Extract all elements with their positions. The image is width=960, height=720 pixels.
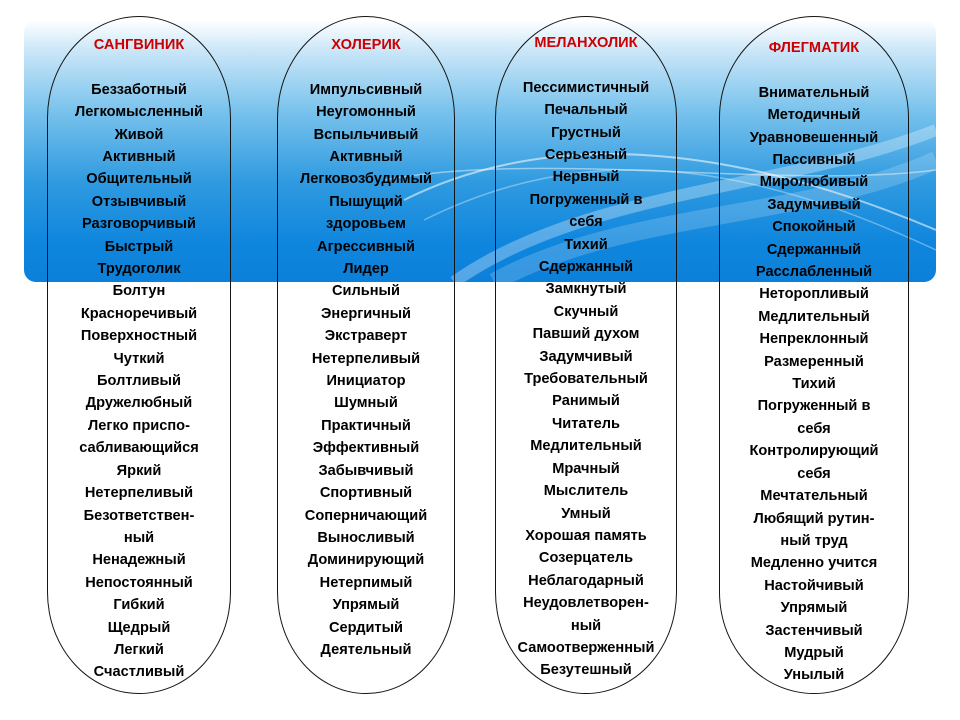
trait-item: Болтливый xyxy=(97,373,181,390)
trait-item: Задумчивый xyxy=(767,196,861,213)
trait-item: Энергичный xyxy=(321,305,411,322)
trait-item: Упрямый xyxy=(780,600,848,617)
trait-item: Хорошая память xyxy=(525,527,647,544)
trait-item: Павший духом xyxy=(532,326,640,343)
trait-item: Нервный xyxy=(552,169,620,186)
trait-item: Счастливый xyxy=(93,664,185,681)
trait-item: Мечтательный xyxy=(760,488,868,505)
trait-item: Шумный xyxy=(334,395,398,412)
trait-item: Самоотверженный xyxy=(517,639,655,656)
trait-item: Пассивный xyxy=(772,152,856,169)
trait-item: Читатель xyxy=(552,415,620,432)
trait-item: Серьезный xyxy=(544,147,628,164)
trait-item: Нетерпеливый xyxy=(84,485,194,502)
trait-item: ный труд xyxy=(780,532,848,549)
trait-item: Практичный xyxy=(321,417,411,434)
trait-item: Ненадежный xyxy=(92,552,186,569)
trait-item: Сильный xyxy=(331,283,400,300)
trait-item: Требовательный xyxy=(524,371,648,388)
trait-item: себя xyxy=(797,420,831,437)
trait-item: Инициатор xyxy=(326,373,406,390)
trait-item: Выносливый xyxy=(317,529,415,546)
trait-item: Пышущий xyxy=(329,193,403,210)
trait-item: Активный xyxy=(329,149,403,166)
trait-item: Внимательный xyxy=(758,84,870,101)
trait-item: здоровьем xyxy=(326,216,406,233)
trait-item: Грустный xyxy=(551,124,621,141)
trait-item: Экстраверт xyxy=(324,328,408,345)
trait-item: Непостоянный xyxy=(85,574,193,591)
trait-item: себя xyxy=(797,465,831,482)
trait-item: Созерцатель xyxy=(538,550,634,567)
trait-item: себя xyxy=(569,214,603,231)
trait-item: Легковозбудимый xyxy=(300,171,432,188)
trait-item: Печальный xyxy=(544,102,628,119)
sanguine-column xyxy=(49,34,229,684)
trait-item: Миролюбивый xyxy=(759,174,869,191)
trait-item: Ранимый xyxy=(552,393,620,410)
trait-item: Легкомысленный xyxy=(75,104,203,121)
trait-item: Быстрый xyxy=(104,238,174,255)
trait-item: Дружелюбный xyxy=(85,395,193,412)
trait-item: Разговорчивый xyxy=(82,216,196,233)
trait-item: Щедрый xyxy=(107,619,171,636)
trait-item: Любящий рутин- xyxy=(753,510,875,527)
melancholic-column xyxy=(497,32,675,682)
trait-item: Умный xyxy=(561,505,611,522)
melancholic-title: МЕЛАНХОЛИК xyxy=(534,35,638,51)
trait-item: ный xyxy=(570,617,602,634)
trait-item: Беззаботный xyxy=(91,81,187,98)
trait-item: Импульсивный xyxy=(309,81,423,98)
trait-item: Доминирующий xyxy=(307,552,425,569)
trait-item: Легко приспо- xyxy=(88,417,190,434)
trait-item: Уравновешенный xyxy=(749,129,879,146)
trait-item: Непреклонный xyxy=(759,331,869,348)
trait-item: сабливающийся xyxy=(79,440,199,457)
trait-item: ный xyxy=(123,529,155,546)
trait-item: Погруженный в xyxy=(529,191,643,208)
trait-item: Методичный xyxy=(767,107,861,124)
trait-item: Деятельный xyxy=(320,641,412,658)
trait-item: Медлительный xyxy=(530,438,642,455)
trait-item: Отзывчивый xyxy=(91,193,187,210)
choleric-column xyxy=(279,34,453,661)
trait-item: Эффективный xyxy=(312,440,420,457)
trait-item: Забывчивый xyxy=(318,462,414,479)
trait-item: Скучный xyxy=(553,303,619,320)
trait-item: Медлительный xyxy=(758,308,870,325)
sanguine-title: САНГВИНИК xyxy=(93,37,185,53)
trait-item: Мрачный xyxy=(552,460,620,477)
trait-item: Гибкий xyxy=(113,597,165,614)
choleric-traits xyxy=(279,79,453,662)
phlegmatic-title: ФЛЕГМАТИК xyxy=(768,40,860,56)
trait-item: Вспыльчивый xyxy=(313,126,419,143)
trait-item: Безответствен- xyxy=(83,507,195,524)
trait-item: Неторопливый xyxy=(759,286,869,303)
melancholic-traits xyxy=(497,77,675,682)
trait-item: Безутешный xyxy=(540,662,632,679)
trait-item: Лидер xyxy=(343,261,389,278)
trait-item: Настойчивый xyxy=(764,577,864,594)
trait-item: Неугомонный xyxy=(316,104,416,121)
trait-item: Чуткий xyxy=(113,350,165,367)
trait-item: Спокойный xyxy=(772,219,856,236)
trait-item: Сдержанный xyxy=(538,259,634,276)
trait-item: Упрямый xyxy=(332,597,400,614)
trait-item: Тихий xyxy=(792,376,836,393)
sanguine-traits xyxy=(49,79,229,684)
trait-item: Неудовлетворен- xyxy=(523,595,649,612)
phlegmatic-traits xyxy=(721,82,907,687)
trait-item: Болтун xyxy=(112,283,166,300)
trait-item: Погруженный в xyxy=(757,398,871,415)
trait-item: Соперничающий xyxy=(304,507,428,524)
trait-item: Пессимистичный xyxy=(522,79,650,96)
trait-item: Тихий xyxy=(564,236,608,253)
trait-item: Неблагодарный xyxy=(528,572,644,589)
trait-item: Легкий xyxy=(114,641,164,658)
trait-item: Мудрый xyxy=(784,644,844,661)
trait-item: Активный xyxy=(102,149,176,166)
trait-item: Агрессивный xyxy=(317,238,415,255)
trait-item: Медленно учится xyxy=(750,555,878,572)
trait-item: Размеренный xyxy=(764,353,864,370)
trait-item: Мыслитель xyxy=(543,483,629,500)
phlegmatic-column xyxy=(721,37,907,687)
trait-item: Спортивный xyxy=(319,485,413,502)
trait-item: Сердитый xyxy=(328,619,404,636)
trait-item: Сдержанный xyxy=(766,241,862,258)
trait-item: Яркий xyxy=(116,462,162,479)
trait-item: Нетерпеливый xyxy=(311,350,421,367)
trait-item: Живой xyxy=(114,126,164,143)
trait-item: Застенчивый xyxy=(765,622,863,639)
trait-item: Замкнутый xyxy=(545,281,627,298)
trait-item: Общительный xyxy=(86,171,192,188)
trait-item: Задумчивый xyxy=(539,348,633,365)
trait-item: Контролирующий xyxy=(749,443,879,460)
trait-item: Нетерпимый xyxy=(319,574,413,591)
trait-item: Поверхностный xyxy=(80,328,198,345)
trait-item: Унылый xyxy=(783,667,845,684)
trait-item: Трудоголик xyxy=(97,261,181,278)
trait-item: Расслабленный xyxy=(755,264,873,281)
choleric-title: ХОЛЕРИК xyxy=(331,37,401,53)
trait-item: Красноречивый xyxy=(80,305,198,322)
